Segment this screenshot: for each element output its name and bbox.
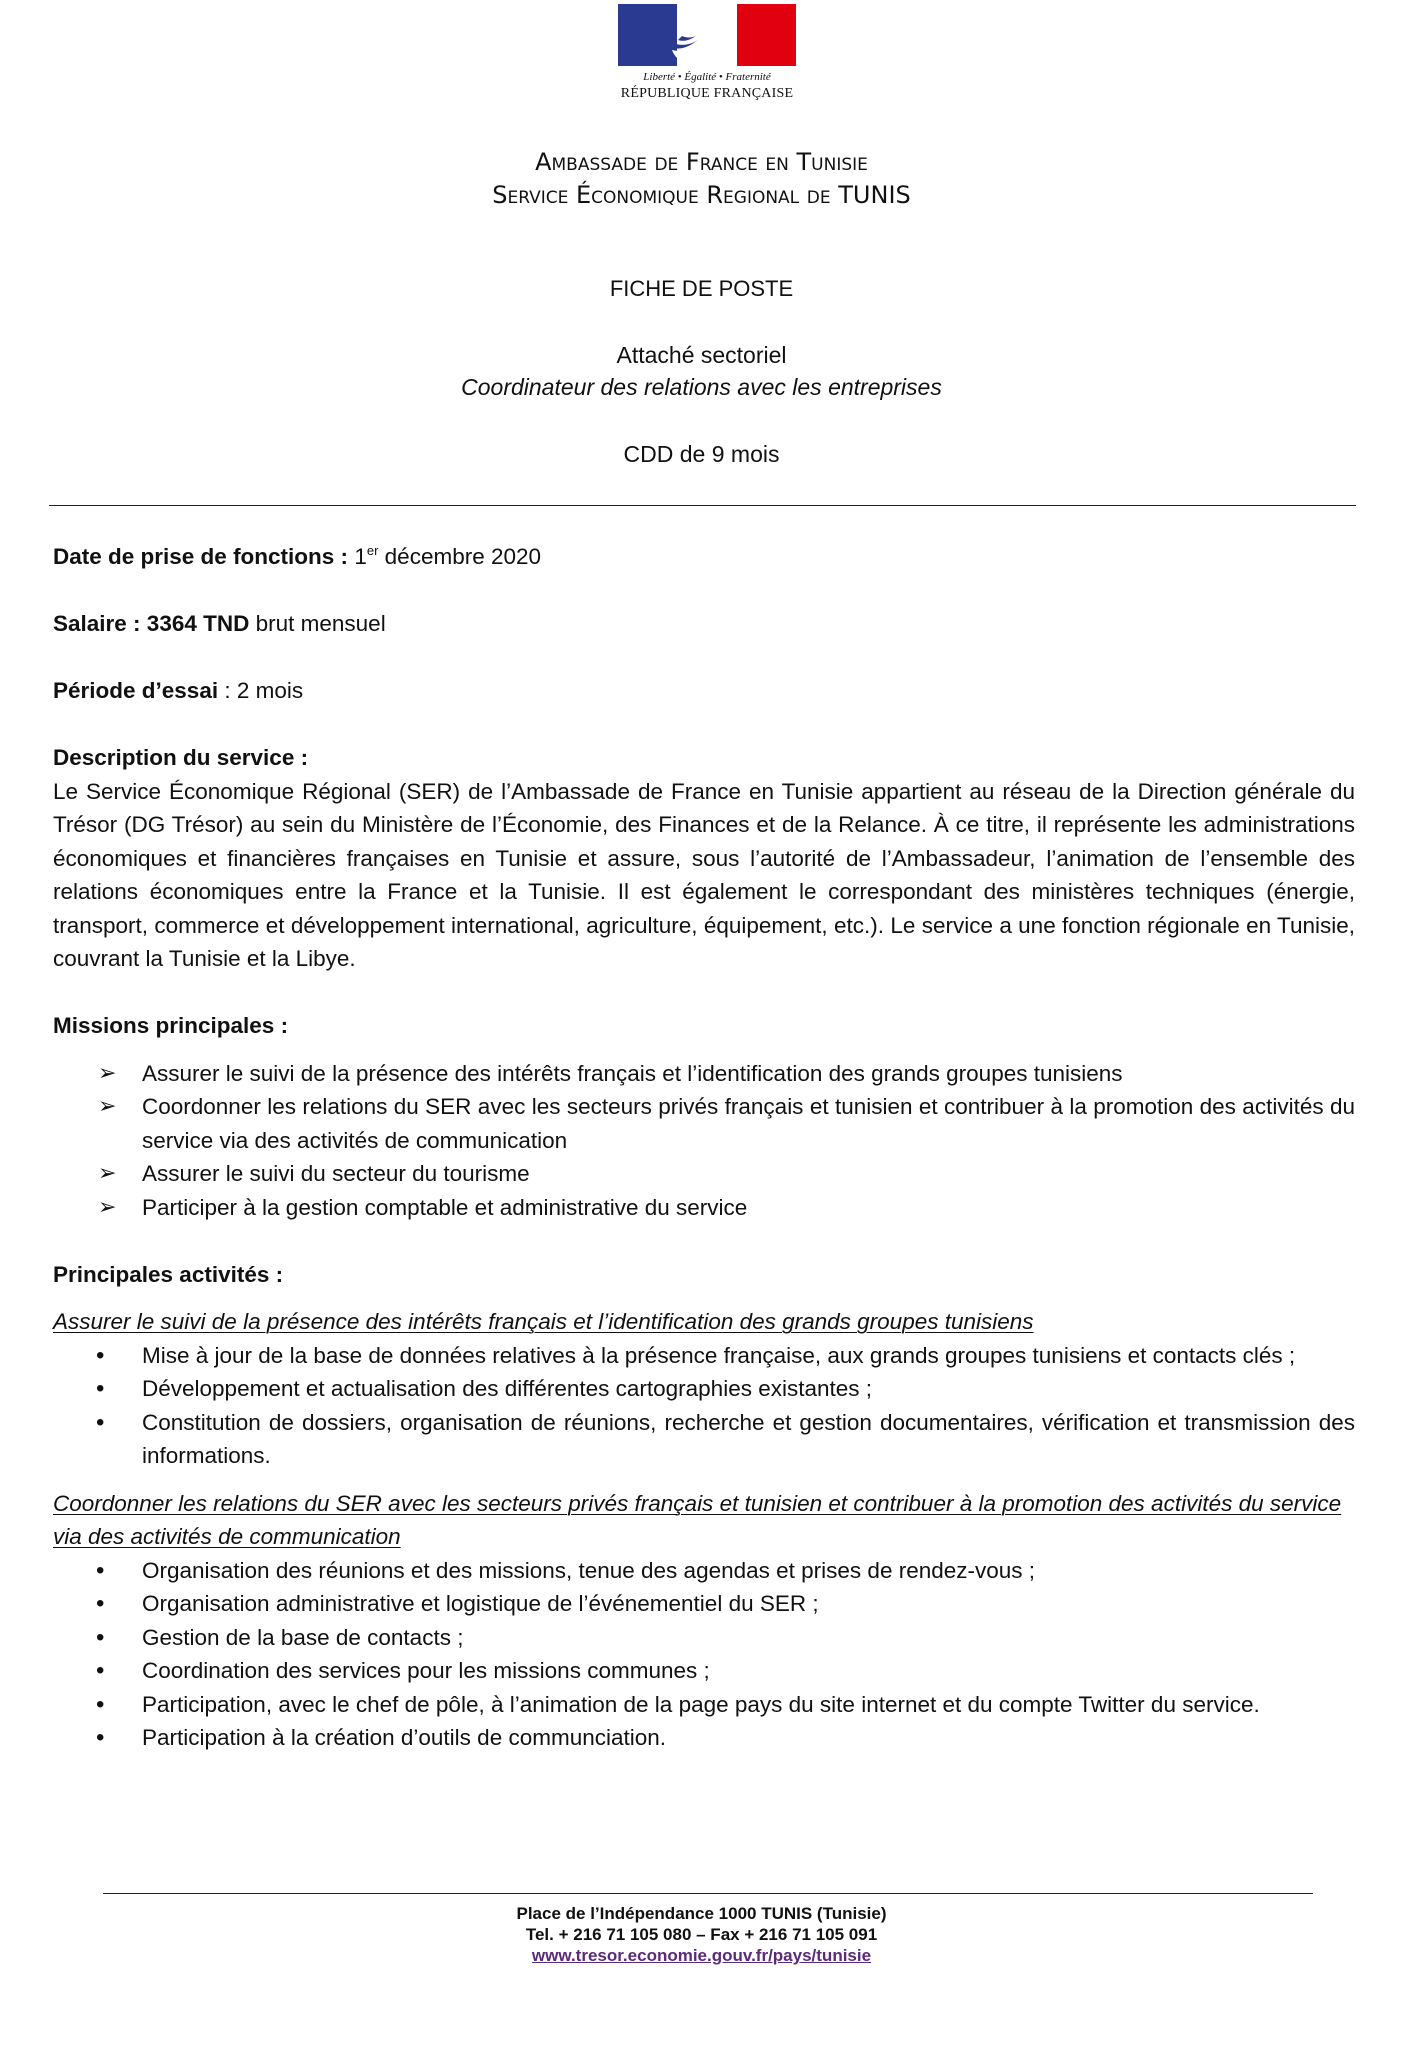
footer-divider <box>103 1893 1313 1894</box>
list-item: • Organisation administrative et logistique de l’événementiel du SER ; <box>53 1587 1355 1621</box>
position-subtitle: Coordinateur des relations avec les entreprises <box>461 374 942 400</box>
list-item: • Gestion de la base de contacts ; <box>53 1621 1355 1655</box>
republique-logo <box>617 4 797 102</box>
list-item: ➢ Coordonner les relations du SER avec les secteurs privés français et tunisien et contribuer à la promotion des activités du service via des activités de communication <box>53 1090 1355 1157</box>
start-date-label: Date de prise de fonctions : <box>53 544 349 569</box>
document-body <box>53 540 1355 1755</box>
start-date <box>53 540 1355 574</box>
salary-value: brut mensuel <box>255 611 386 636</box>
missions-title: Missions principales : <box>53 1013 289 1038</box>
list-item: ➢ Assurer le suivi de la présence des intérêts français et l’identification des grands groupes tunisiens <box>53 1057 1355 1091</box>
service-city: TUNIS <box>838 181 911 209</box>
footer-website-link[interactable]: www.tresor.economie.gouv.fr/pays/tunisie <box>531 1946 872 1965</box>
contract-type: CDD de 9 mois <box>623 441 780 467</box>
start-date-value: décembre 2020 <box>384 544 542 569</box>
republic-name: RÉPUBLIQUE FRANÇAISE <box>620 86 794 101</box>
list-item: ➢ Participer à la gestion comptable et administrative du service <box>53 1191 1355 1225</box>
start-date-sup: er <box>366 543 379 558</box>
activities-group1-heading: Assurer le suivi de la présence des intérêts français et l’identification des grands groupes tunisiens <box>53 1309 1034 1334</box>
list-item: ➢ Assurer le suivi du secteur du tourisme <box>53 1157 1355 1191</box>
service-description-text: Le Service Économique Régional (SER) de l’Ambassade de France en Tunisie appartient au réseau de la Direction générale du Trésor (DG Trésor) au sein du Ministère de l’Économie, des Finances et de la Relance. À ce titre, il représente les administrations économiques et financières françaises en Tunisie et assure, sous l’autorité de l’Ambassadeur, l’animation de l’ensemble des relations économiques entre la France et la Tunisie. Il est également le correspondant des ministères techniques (énergie, transport, commerce et développement international, agriculture, équipement, etc.). Le service a une fonction régionale en Tunisie, couvrant la Tunisie et la Libye. <box>53 778 1355 971</box>
service-description-title: Description du service : <box>53 745 309 770</box>
list-item: • Développement et actualisation des différentes cartographies existantes ; <box>53 1372 1355 1406</box>
list-item: • Participation, avec le chef de pôle, à l’animation de la page pays du site internet et du compte Twitter du service. <box>53 1688 1355 1722</box>
list-item: • Participation à la création d’outils de communciation. <box>53 1721 1355 1755</box>
list-item: • Constitution de dossiers, organisation de réunions, recherche et gestion documentaires, vérification et transmission des informations. <box>53 1406 1355 1473</box>
activities-title: Principales activités : <box>53 1261 284 1287</box>
list-item: • Mise à jour de la base de données relatives à la présence française, aux grands groupes tunisiens et contacts clés ; <box>53 1339 1355 1373</box>
activities-group2-list <box>53 1554 1355 1755</box>
trial-period-label: Période d’essai <box>53 678 219 703</box>
activities-group2-heading: Coordonner les relations du SER avec les secteurs privés français et tunisien et contribuer à la promotion des activités du service via des activités de communication <box>53 1490 1342 1549</box>
service-title <box>0 181 1403 209</box>
trial-period <box>53 674 1355 708</box>
footer-address: Place de l’Indépendance 1000 TUNIS (Tunisie) <box>516 1904 887 1923</box>
republic-motto: Liberté • Égalité • Fraternité <box>643 71 771 83</box>
document-type: FICHE DE POSTE <box>609 276 794 301</box>
salary <box>53 607 1355 641</box>
position-title: Attaché sectoriel <box>616 342 787 368</box>
embassy-title: Ambassade de France en Tunisie <box>535 148 868 176</box>
list-item: • Coordination des services pour les missions communes ; <box>53 1654 1355 1688</box>
header-divider <box>49 505 1356 506</box>
start-date-day: 1 <box>354 544 367 569</box>
footer-phone: Tel. + 216 71 105 080 – Fax + 216 71 105 091 <box>525 1925 878 1944</box>
missions-list <box>53 1057 1355 1225</box>
marianne-flag-icon <box>618 4 796 66</box>
trial-period-value: : 2 mois <box>224 678 304 703</box>
list-item: • Organisation des réunions et des missions, tenue des agendas et prises de rendez-vous ; <box>53 1554 1355 1588</box>
salary-label: Salaire : 3364 TND <box>53 611 250 636</box>
service-title-text: Service Économique Regional de <box>492 181 831 209</box>
activities-group1-list <box>53 1339 1355 1473</box>
